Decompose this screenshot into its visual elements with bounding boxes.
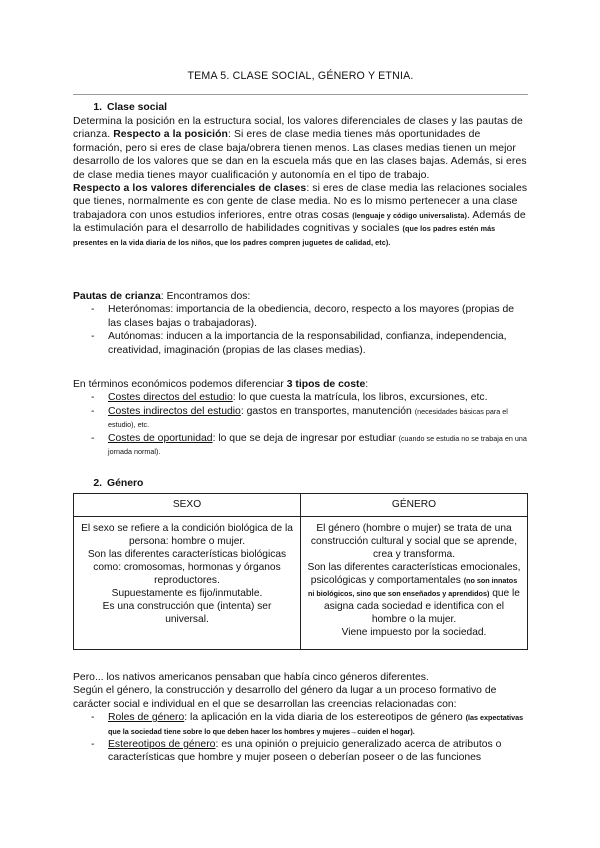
valores-text-2: . Además de la estimulación para el desarrollo de habilidades cognitivas y sociales — [73, 209, 526, 235]
genero-term: Roles de género — [108, 712, 185, 724]
sexo-line: Son las diferentes características biológicas como: cromosomas, hormonas y órganos reproductores. — [87, 549, 287, 586]
costes-colon: : — [365, 379, 369, 390]
pautas-label: Pautas de crianza — [73, 291, 161, 302]
sexo-line: Es una construcción que (intenta) ser universal. — [102, 601, 272, 625]
genero-item-text: : es una opinión o prejuicio generalizado acerca de atributos o características que hombre y mujer poseen o deberían poseer o de las funciones — [108, 739, 502, 764]
costes-list — [73, 391, 528, 458]
coste-term: Costes de oportunidad — [108, 432, 213, 444]
section-1-intro: Determina la posición en la estructura social, los valores diferenciales de clases y las pautas de crianza. — [73, 116, 523, 141]
list-item — [73, 432, 528, 459]
title-divider — [73, 94, 528, 95]
genero-line: El género (hombre o mujer) se trata de una construcción cultural y social que se aprende, crea y transforma. — [310, 523, 518, 560]
section-1-number: 1. — [93, 102, 102, 113]
costes-section — [73, 378, 528, 458]
sexo-line: Supuestamente es fijo/inmutable. — [111, 588, 263, 599]
genero-text-2: que le asigna cada sociedad e identifica con el hombre o la mujer. — [323, 588, 520, 625]
pautas-list — [73, 303, 528, 357]
segun-paragraph: Según el género, la construcción y desarrollo del género da lugar a un proceso formativo de carácter social e individual en el que se desarrollan las creencias relacionadas con: — [73, 685, 497, 710]
valores-note-2: (que los padres estén más presentes en la vida diaria de los niños, que los padres compren juguetes de calidad, etc). — [73, 224, 496, 247]
pautas-text: : Encontramos dos: — [160, 291, 251, 302]
table-header-sexo: SEXO — [74, 494, 301, 517]
genero-text: Son las diferentes características emocionales, psicológicas y comportamentales — [307, 562, 521, 586]
genero-body — [73, 671, 528, 765]
genero-item-text: : la aplicación en la vida diaria de los estereotipos de género — [184, 712, 463, 724]
list-item — [73, 391, 528, 404]
list-item: - Heterónomas: importancia de la obediencia, decoro, respecto a los mayores (propias de las clases bajas o trabajadoras). — [73, 303, 528, 330]
table-cell-sexo — [74, 517, 301, 650]
section-2-number: 2. — [93, 478, 102, 489]
section-1-heading — [73, 101, 528, 114]
sexo-genero-table — [73, 493, 528, 650]
list-item: - Autónomas: inducen a la importancia de la responsabilidad, confianza, independencia, creatividad, imaginación (propias de las clases medias). — [73, 330, 528, 357]
table-header-genero: GÉNERO — [301, 494, 528, 517]
costes-intro: En términos económicos podemos diferenciar — [73, 379, 284, 390]
coste-note: (necesidades básicas para el estudio), etc. — [108, 406, 508, 430]
genero-term: Estereotipos de género — [108, 739, 216, 751]
coste-text: : lo que cuesta la matrícula, los libros, excursiones, etc. — [232, 392, 488, 404]
table-cell-genero — [301, 517, 528, 650]
coste-text: : lo que se deja de ingresar por estudiar — [212, 432, 396, 444]
table-header-row — [74, 494, 528, 517]
table-row — [74, 517, 528, 650]
coste-note: (cuando se estudia no se trabaja en una jornada normal). — [108, 433, 527, 457]
section-1-title: Clase social — [107, 102, 168, 113]
coste-text: : gastos en transportes, manutención — [240, 405, 412, 417]
valores-note: (lenguaje y código universalista) — [352, 210, 467, 220]
genero-item-note: (las expectativas que la sociedad tiene sobre lo que deben hacer los hombres y mujeres→cuiden el hogar). — [108, 713, 524, 736]
genero-line: Viene impuesto por la sociedad. — [341, 627, 487, 638]
section-1-body — [73, 115, 528, 249]
costes-bold: 3 tipos de coste — [286, 379, 366, 390]
sexo-line: El sexo se refiere a la condición biológica de la persona: hombre o mujer. — [81, 523, 293, 547]
posicion-text: : Si eres de clase media tienes más oportunidades de formación, pero si eres de clase baja/obrera tienen menos. Las clases medias tienen un mejor desarrollo de los valores que se dan en la escuela más que en las clases bajas. Además, si eres de clase media tienes mayor cualificación y autonomía en el tipo de trabajo. — [73, 129, 527, 181]
list-item — [73, 405, 528, 432]
coste-term: Costes indirectos del estudio — [108, 405, 241, 417]
section-2-heading — [73, 477, 528, 490]
valores-label: Respecto a los valores diferenciales de clases — [73, 183, 307, 195]
genero-list — [73, 711, 528, 765]
coste-term: Costes directos del estudio — [108, 392, 233, 404]
nativos-paragraph: Pero... los nativos americanos pensaban que había cinco géneros diferentes. — [73, 672, 429, 683]
genero-line — [307, 561, 521, 626]
genero-note: (no son innatos ni biológicos, sino que son enseñados y aprendidos) — [308, 576, 518, 598]
pautas-section — [73, 290, 528, 357]
posicion-label: Respecto a la posición — [113, 129, 228, 141]
valores-text: : si eres de clase media las relaciones sociales que tienes, normalmente es con gente de clase media. No es lo mismo pertenecer a una clase trabajadora con unos estudios inferiores, entre otras cosas — [73, 183, 528, 221]
list-item — [73, 738, 528, 765]
list-item — [73, 711, 528, 738]
document-title: TEMA 5. CLASE SOCIAL, GÉNERO Y ETNIA. — [187, 70, 414, 82]
section-2-title: Género — [107, 478, 144, 489]
